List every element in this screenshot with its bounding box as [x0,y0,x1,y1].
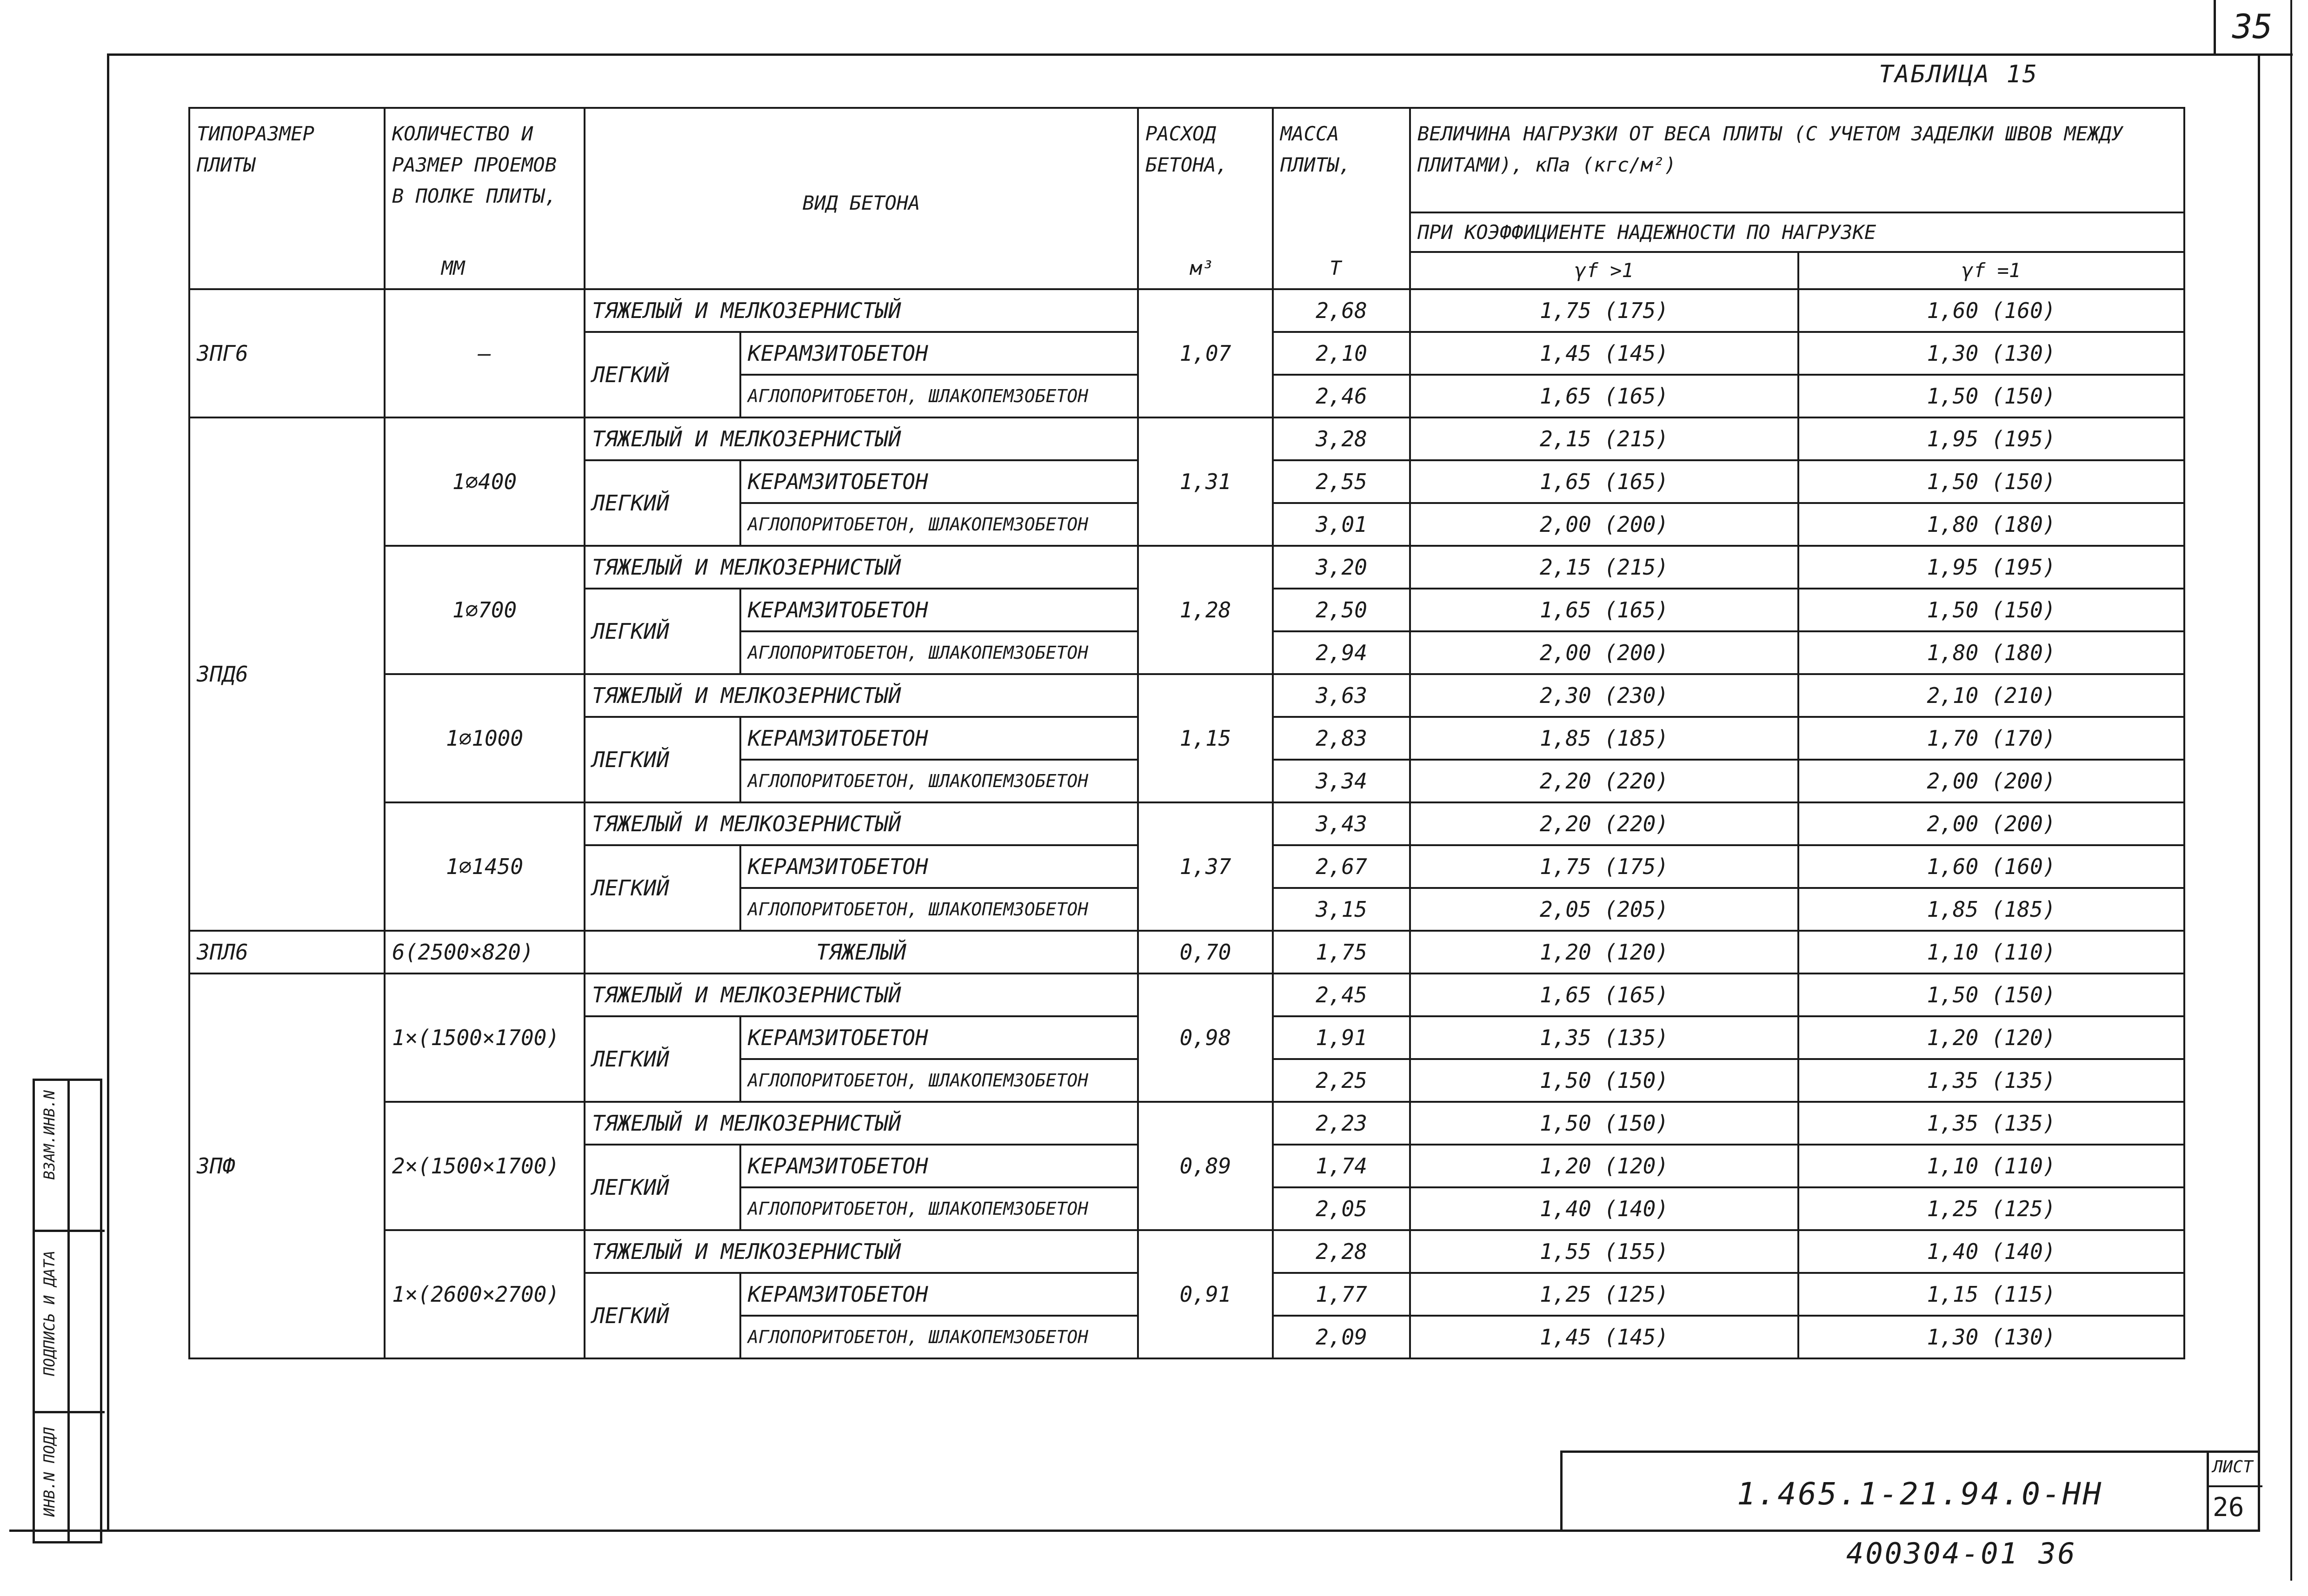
concrete-subtype-cell: КЕРАМЗИТОБЕТОН [740,332,1138,375]
consumption-cell: 1,07 [1138,289,1273,417]
mass-cell: 3,15 [1273,888,1410,931]
corner-box-left [2214,0,2216,55]
frame-left [107,53,109,1532]
concrete-subtype-cell: КЕРАМЗИТОБЕТОН [740,1273,1138,1316]
concrete-subtype-cell: АГЛОПОРИТОБЕТОН, ШЛАКОПЕМЗОБЕТОН [740,760,1138,802]
right-edge-line [2290,0,2292,1581]
mass-cell: 3,20 [1273,546,1410,589]
mass-cell: 3,01 [1273,503,1410,546]
replace-inv-label: ВЗАМ.ИНВ.N [40,1090,58,1180]
concrete-light-cell: ЛЕГКИЙ [585,332,740,417]
load-gf1-cell: 1,85 (185) [1410,717,1798,760]
load-gf1-cell: 1,75 (175) [1410,845,1798,888]
table-row [189,289,2184,332]
concrete-subtype-cell: КЕРАМЗИТОБЕТОН [740,1016,1138,1059]
load-gf2-cell: 1,80 (180) [1798,631,2184,674]
frame-right [2258,53,2260,1532]
mass-cell: 2,25 [1273,1059,1410,1102]
openings-cell: — [385,289,585,417]
load-gf1-cell: 1,25 (125) [1410,1273,1798,1316]
mass-cell: 2,50 [1273,589,1410,631]
table-row [189,931,2184,973]
page-number: 35 [2232,7,2273,46]
side-cell-inv [35,1411,105,1546]
header-mass: МАССА ПЛИТЫ, Т [1273,108,1410,289]
header-gf-equal: γf =1 [1798,252,2184,289]
header-openings-unit: ММ [441,256,465,279]
load-gf2-cell: 1,20 (120) [1798,1016,2184,1059]
mass-cell: 1,75 [1273,931,1410,973]
concrete-light-cell: ЛЕГКИЙ [585,1145,740,1230]
table-row [189,1230,2184,1273]
table-row [189,973,2184,1016]
type-cell: ЗПГ6 [189,289,385,417]
mass-cell: 2,23 [1273,1102,1410,1145]
table-title: ТАБЛИЦА 15 [1879,60,2039,88]
inv-orig-label: ИНВ.N ПОДЛ [40,1427,58,1517]
sheet-box [2207,1453,2260,1530]
header-consumption: РАСХОД БЕТОНА, м³ [1138,108,1273,289]
load-gf1-cell: 2,15 (215) [1410,546,1798,589]
load-gf2-cell: 1,60 (160) [1798,845,2184,888]
mass-cell: 2,10 [1273,332,1410,375]
concrete-cell: ТЯЖЕЛЫЙ И МЕЛКОЗЕРНИСТЫЙ [585,1102,1138,1145]
concrete-cell: ТЯЖЕЛЫЙ И МЕЛКОЗЕРНИСТЫЙ [585,546,1138,589]
load-gf2-cell: 1,70 (170) [1798,717,2184,760]
load-gf1-cell: 1,20 (120) [1410,1145,1798,1187]
load-gf1-cell: 1,20 (120) [1410,931,1798,973]
consumption-cell: 1,31 [1138,417,1273,546]
load-gf1-cell: 1,65 (165) [1410,375,1798,417]
concrete-subtype-cell: АГЛОПОРИТОБЕТОН, ШЛАКОПЕМЗОБЕТОН [740,1316,1138,1358]
openings-cell: 1×(1500×1700) [385,973,585,1102]
mass-cell: 2,94 [1273,631,1410,674]
mass-cell: 2,45 [1273,973,1410,1016]
openings-cell: 1⌀1000 [385,674,585,802]
consumption-cell: 0,89 [1138,1102,1273,1230]
load-gf2-cell: 1,95 (195) [1798,546,2184,589]
mass-cell: 3,28 [1273,417,1410,460]
header-consumption-unit: м³ [1190,256,1214,279]
inventory-number: 400304-01 36 [1846,1536,2077,1570]
load-gf2-cell: 1,50 (150) [1798,460,2184,503]
load-gf1-cell: 1,45 (145) [1410,332,1798,375]
concrete-subtype-cell: КЕРАМЗИТОБЕТОН [740,589,1138,631]
title-block [1560,1450,2258,1530]
concrete-subtype-cell: КЕРАМЗИТОБЕТОН [740,845,1138,888]
header-openings: КОЛИЧЕСТВО И РАЗМЕР ПРОЕМОВ В ПОЛКЕ ПЛИТЫ, ММ [385,108,585,289]
table-row [189,674,2184,717]
side-stamp [33,1079,102,1543]
concrete-light-cell: ЛЕГКИЙ [585,717,740,802]
type-cell: ЗПД6 [189,417,385,931]
concrete-subtype-cell: АГЛОПОРИТОБЕТОН, ШЛАКОПЕМЗОБЕТОН [740,375,1138,417]
mass-cell: 2,28 [1273,1230,1410,1273]
concrete-light-cell: ЛЕГКИЙ [585,845,740,931]
load-table [188,107,2185,1359]
openings-cell: 6(2500×820) [385,931,585,973]
mass-cell: 2,67 [1273,845,1410,888]
signature-date-label: ПОДПИСЬ И ДАТА [40,1251,58,1376]
side-cell-replace [35,1081,105,1230]
openings-cell: 1×(2600×2700) [385,1230,585,1358]
header-load: ВЕЛИЧИНА НАГРУЗКИ ОТ ВЕСА ПЛИТЫ (С УЧЕТОМ ЗАДЕЛКИ ШВОВ МЕЖДУ ПЛИТАМИ), кПа (кгс/м²) [1410,108,2184,212]
consumption-cell: 0,70 [1138,931,1273,973]
table-row [189,1102,2184,1145]
consumption-cell: 0,91 [1138,1230,1273,1358]
load-gf1-cell: 1,65 (165) [1410,973,1798,1016]
load-gf1-cell: 1,40 (140) [1410,1187,1798,1230]
load-gf2-cell: 1,10 (110) [1798,931,2184,973]
side-cell-signature [35,1230,105,1411]
load-gf2-cell: 1,80 (180) [1798,503,2184,546]
load-gf2-cell: 1,25 (125) [1798,1187,2184,1230]
load-gf2-cell: 1,50 (150) [1798,375,2184,417]
concrete-cell: ТЯЖЕЛЫЙ И МЕЛКОЗЕРНИСТЫЙ [585,417,1138,460]
mass-cell: 2,05 [1273,1187,1410,1230]
mass-cell: 1,91 [1273,1016,1410,1059]
load-gf1-cell: 1,65 (165) [1410,589,1798,631]
concrete-subtype-cell: АГЛОПОРИТОБЕТОН, ШЛАКОПЕМЗОБЕТОН [740,888,1138,931]
concrete-light-cell: ЛЕГКИЙ [585,1016,740,1102]
table-row [189,546,2184,589]
load-gf2-cell: 1,10 (110) [1798,1145,2184,1187]
openings-cell: 1⌀700 [385,546,585,674]
load-gf1-cell: 1,75 (175) [1410,289,1798,332]
load-gf2-cell: 1,95 (195) [1798,417,2184,460]
load-gf1-cell: 2,20 (220) [1410,802,1798,845]
load-gf2-cell: 2,00 (200) [1798,802,2184,845]
load-gf1-cell: 1,65 (165) [1410,460,1798,503]
load-gf1-cell: 2,00 (200) [1410,503,1798,546]
mass-cell: 2,68 [1273,289,1410,332]
concrete-light-cell: ЛЕГКИЙ [585,460,740,546]
header-type: ТИПОРАЗМЕР ПЛИТЫ [189,108,385,289]
openings-cell: 1⌀1450 [385,802,585,931]
openings-cell: 1⌀400 [385,417,585,546]
concrete-subtype-cell: АГЛОПОРИТОБЕТОН, ШЛАКОПЕМЗОБЕТОН [740,631,1138,674]
frame-top [107,53,2293,56]
load-gf2-cell: 1,85 (185) [1798,888,2184,931]
table-row [189,417,2184,460]
table-row [189,802,2184,845]
mass-cell: 3,43 [1273,802,1410,845]
concrete-cell: ТЯЖЕЛЫЙ [585,931,1138,973]
consumption-cell: 1,15 [1138,674,1273,802]
consumption-cell: 1,37 [1138,802,1273,931]
concrete-subtype-cell: АГЛОПОРИТОБЕТОН, ШЛАКОПЕМЗОБЕТОН [740,1187,1138,1230]
concrete-cell: ТЯЖЕЛЫЙ И МЕЛКОЗЕРНИСТЫЙ [585,289,1138,332]
mass-cell: 2,46 [1273,375,1410,417]
load-gf1-cell: 2,05 (205) [1410,888,1798,931]
load-gf1-cell: 1,50 (150) [1410,1059,1798,1102]
concrete-light-cell: ЛЕГКИЙ [585,1273,740,1358]
load-gf1-cell: 2,30 (230) [1410,674,1798,717]
mass-cell: 1,74 [1273,1145,1410,1187]
openings-cell: 2×(1500×1700) [385,1102,585,1230]
load-gf2-cell: 1,50 (150) [1798,973,2184,1016]
load-gf1-cell: 1,50 (150) [1410,1102,1798,1145]
sheet-label: ЛИСТ [2213,1457,2253,1477]
header-concrete: ВИД БЕТОНА [585,108,1138,289]
load-gf2-cell: 1,40 (140) [1798,1230,2184,1273]
load-gf2-cell: 2,10 (210) [1798,674,2184,717]
mass-cell: 2,09 [1273,1316,1410,1358]
mass-cell: 3,63 [1273,674,1410,717]
mass-cell: 2,83 [1273,717,1410,760]
concrete-subtype-cell: КЕРАМЗИТОБЕТОН [740,460,1138,503]
load-gf2-cell: 1,35 (135) [1798,1102,2184,1145]
load-gf2-cell: 1,30 (130) [1798,332,2184,375]
concrete-subtype-cell: КЕРАМЗИТОБЕТОН [740,717,1138,760]
concrete-cell: ТЯЖЕЛЫЙ И МЕЛКОЗЕРНИСТЫЙ [585,973,1138,1016]
load-gf1-cell: 1,35 (135) [1410,1016,1798,1059]
load-gf2-cell: 1,15 (115) [1798,1273,2184,1316]
concrete-light-cell: ЛЕГКИЙ [585,589,740,674]
sheet-divider [2209,1485,2262,1487]
load-gf2-cell: 1,50 (150) [1798,589,2184,631]
concrete-subtype-cell: КЕРАМЗИТОБЕТОН [740,1145,1138,1187]
concrete-cell: ТЯЖЕЛЫЙ И МЕЛКОЗЕРНИСТЫЙ [585,802,1138,845]
header-coef: ПРИ КОЭФФИЦИЕНТЕ НАДЕЖНОСТИ ПО НАГРУЗКЕ [1410,212,2184,252]
header-mass-unit: Т [1330,256,1342,279]
load-gf1-cell: 1,55 (155) [1410,1230,1798,1273]
document-code: 1.465.1-21.94.0-НН [1737,1476,2103,1512]
frame-bottom [9,1530,2260,1532]
concrete-subtype-cell: АГЛОПОРИТОБЕТОН, ШЛАКОПЕМЗОБЕТОН [740,503,1138,546]
consumption-cell: 1,28 [1138,546,1273,674]
mass-cell: 3,34 [1273,760,1410,802]
load-gf2-cell: 2,00 (200) [1798,760,2184,802]
load-gf1-cell: 2,15 (215) [1410,417,1798,460]
sheet-number: 26 [2213,1492,2244,1523]
load-gf1-cell: 2,00 (200) [1410,631,1798,674]
load-gf2-cell: 1,30 (130) [1798,1316,2184,1358]
concrete-cell: ТЯЖЕЛЫЙ И МЕЛКОЗЕРНИСТЫЙ [585,1230,1138,1273]
load-gf2-cell: 1,35 (135) [1798,1059,2184,1102]
mass-cell: 2,55 [1273,460,1410,503]
header-gf-greater: γf >1 [1410,252,1798,289]
mass-cell: 1,77 [1273,1273,1410,1316]
consumption-cell: 0,98 [1138,973,1273,1102]
load-gf1-cell: 1,45 (145) [1410,1316,1798,1358]
type-cell: ЗПФ [189,973,385,1358]
type-cell: ЗПЛ6 [189,931,385,973]
load-gf2-cell: 1,60 (160) [1798,289,2184,332]
load-gf1-cell: 2,20 (220) [1410,760,1798,802]
concrete-cell: ТЯЖЕЛЫЙ И МЕЛКОЗЕРНИСТЫЙ [585,674,1138,717]
concrete-subtype-cell: АГЛОПОРИТОБЕТОН, ШЛАКОПЕМЗОБЕТОН [740,1059,1138,1102]
